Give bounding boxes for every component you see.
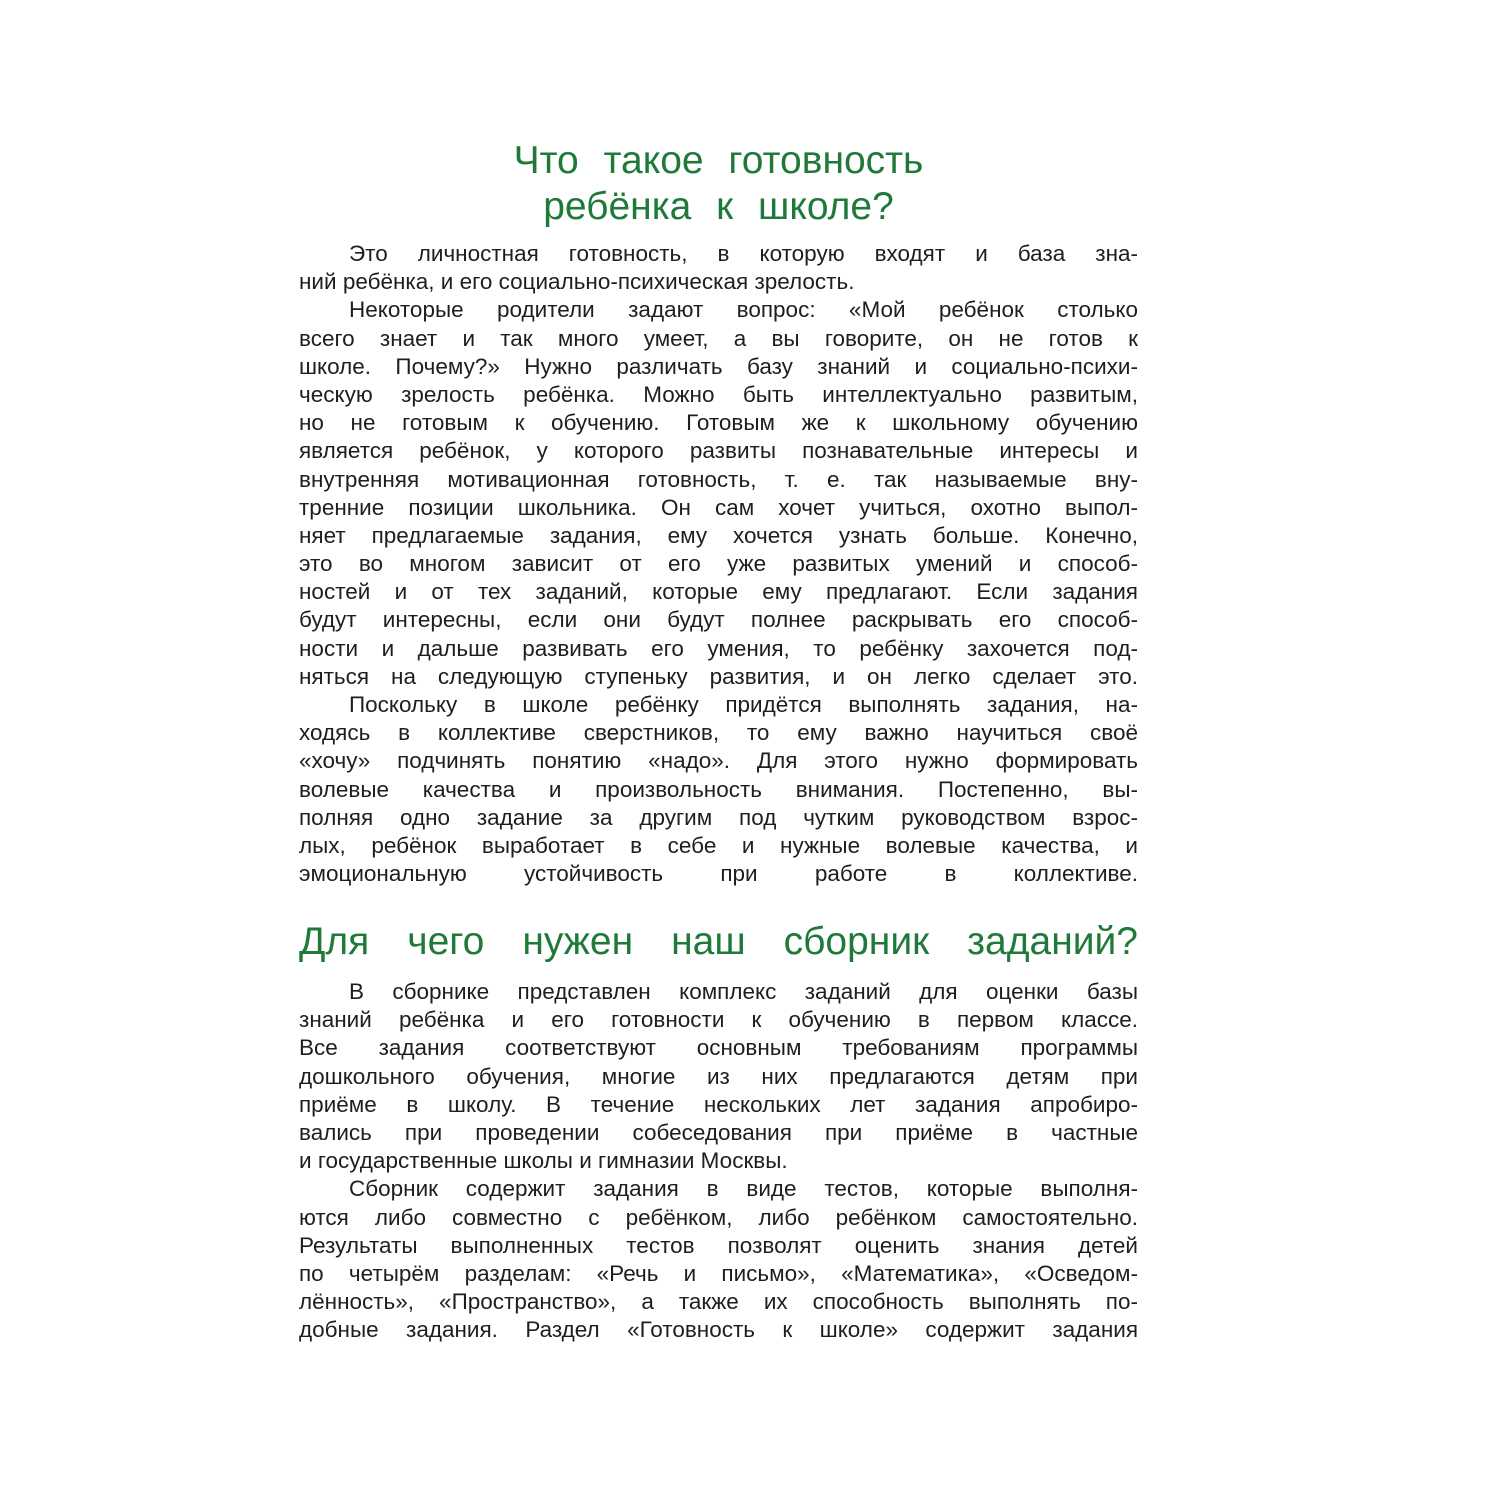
text-line: вались при проведении собеседования при приёме в частные	[299, 1119, 1138, 1145]
text-line: по четырём разделам: «Речь и письмо», «Математика», «Осведом-	[299, 1260, 1138, 1286]
text-line: ются либо совместно с ребёнком, либо ребёнком самостоятельно.	[299, 1204, 1138, 1230]
text-line: Сборник содержит задания в виде тестов, которые выполня-	[349, 1176, 1138, 1202]
text-line: ностей и от тех заданий, которые ему предлагают. Если задания	[299, 579, 1138, 605]
text-line: волевые качества и произвольность внимания. Постепенно, вы-	[299, 776, 1138, 802]
section-2-title: Для чего нужен наш сборник заданий?	[299, 920, 1138, 963]
section-1-title-line-2: ребёнка к школе?	[543, 185, 894, 228]
text-line: ний ребёнка, и его социально-психическая зрелость.	[299, 269, 855, 295]
section-1-title-line-1: Что такое готовность	[513, 139, 924, 182]
text-line: Результаты выполненных тестов позволят оценить знания детей	[299, 1232, 1138, 1258]
text-line: няет предлагаемые задания, ему хочется узнать больше. Конечно,	[299, 522, 1138, 548]
text-line: добные задания. Раздел «Готовность к школе» содержит задания	[299, 1317, 1138, 1343]
text-line: Поскольку в школе ребёнку придётся выполнять задания, на-	[349, 692, 1138, 717]
text-line: Это личностная готовность, в которую входят и база зна-	[349, 241, 1138, 266]
text-line: Некоторые родители задают вопрос: «Мой ребёнок столько	[349, 297, 1138, 323]
text-line: ческую зрелость ребёнка. Можно быть интеллектуально развитым,	[299, 381, 1138, 407]
text-line: приёме в школу. В течение нескольких лет задания апробиро-	[299, 1091, 1138, 1117]
text-line: тренние позиции школьника. Он сам хочет учиться, охотно выпол-	[299, 494, 1138, 520]
text-line: няться на следующую ступеньку развития, и он легко сделает это.	[299, 663, 1138, 689]
text-line: всего знает и так много умеет, а вы говорите, он не готов к	[299, 325, 1138, 351]
text-line: знаний ребёнка и его готовности к обучению в первом классе.	[299, 1007, 1138, 1033]
text-line: эмоциональную устойчивость при работе в коллективе.	[299, 861, 1138, 887]
text-line: дошкольного обучения, многие из них предлагаются детям при	[299, 1063, 1138, 1089]
text-line: ходясь в коллективе сверстников, то ему важно научиться своё	[299, 720, 1138, 746]
text-line: лых, ребёнок выработает в себе и нужные волевые качества, и	[299, 832, 1138, 858]
text-line: и государственные школы и гимназии Москвы.	[299, 1148, 788, 1174]
text-line: будут интересны, если они будут полнее раскрывать его способ-	[299, 607, 1138, 633]
text-line: ности и дальше развивать его умения, то ребёнку захочется под-	[299, 635, 1138, 661]
text-line: внутренняя мотивационная готовность, т. е. так называемые вну-	[299, 466, 1138, 492]
text-line: это во многом зависит от его уже развитых умений и способ-	[299, 551, 1138, 577]
section-1-body	[299, 240, 1138, 888]
section-1-title	[299, 138, 1138, 230]
text-line: полняя одно задание за другим под чутким руководством взрос-	[299, 804, 1138, 830]
section-2-body	[299, 978, 1138, 1344]
text-line: «хочу» подчинять понятию «надо». Для этого нужно формировать	[299, 748, 1138, 774]
text-line: В сборнике представлен комплекс заданий для оценки базы	[349, 979, 1138, 1004]
text-line: школе. Почему?» Нужно различать базу знаний и социально-психи-	[299, 353, 1138, 379]
text-line: лённость», «Пространство», а также их способность выполнять по-	[299, 1289, 1138, 1315]
text-line: но не готовым к обучению. Готовым же к школьному обучению	[299, 410, 1138, 436]
text-line: Все задания соответствуют основным требованиям программы	[299, 1035, 1138, 1061]
text-line: является ребёнок, у которого развиты познавательные интересы и	[299, 438, 1138, 464]
